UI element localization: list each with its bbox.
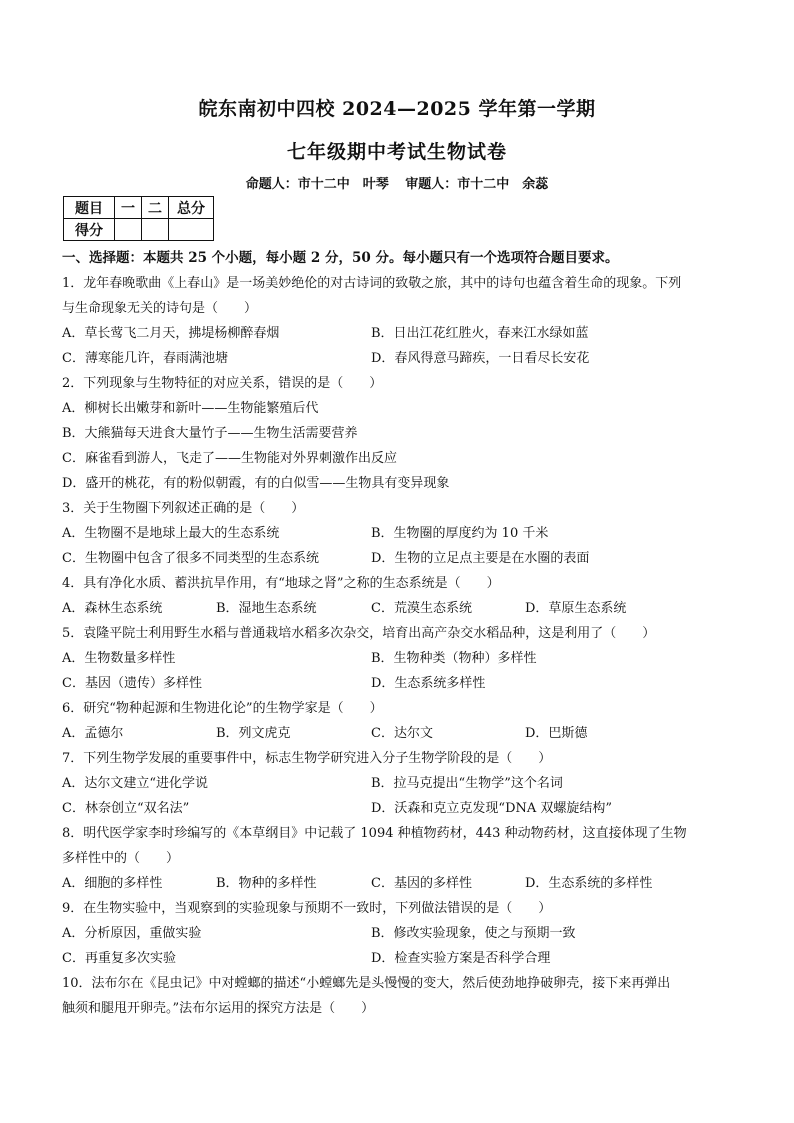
question-10-stem-cont: 触须和腿甩开卵壳。”法布尔运用的探究方法是（ ） [62, 1001, 375, 1016]
q6-option-b[interactable]: B．列文虎克 [216, 726, 291, 741]
score-input-cell[interactable] [115, 219, 142, 241]
q6-option-d[interactable]: D．巴斯德 [525, 726, 588, 741]
question-10-stem: 10．法布尔在《昆虫记》中对螳螂的描述“小螳螂先是头慢慢的变大，然后使劲地挣破卵壳，接下来再弹出 [62, 976, 671, 991]
score-cell: 题目 [64, 197, 115, 219]
q7-option-a[interactable]: A．达尔文建立“进化学说 [62, 776, 209, 791]
q7-option-d[interactable]: D．沃森和克立克发现“DNA 双螺旋结构” [371, 801, 613, 816]
q1-option-c[interactable]: C．薄寒能几许，春雨满池塘 [62, 351, 228, 366]
q1-option-d[interactable]: D．春风得意马蹄疾，一日看尽长安花 [371, 351, 590, 366]
q3-option-d[interactable]: D．生物的立足点主要是在水圈的表面 [371, 551, 590, 566]
exam-subtitle: 七年级期中考试生物试卷 [286, 141, 507, 163]
q9-option-c[interactable]: C．再重复多次实验 [62, 951, 176, 966]
reviewer-label: 审题人：市十二中 余蕊 [405, 177, 549, 192]
q1-option-a[interactable]: A．草长莺飞二月天，拂堤杨柳醉春烟 [62, 326, 280, 341]
q2-option-b[interactable]: B．大熊猫每天进食大量竹子——生物生活需要营养 [62, 426, 358, 441]
q2-option-d[interactable]: D．盛开的桃花，有的粉似朝霞，有的白似雪——生物具有变异现象 [62, 476, 450, 491]
question-1-stem-cont: 与生命现象无关的诗句是（ ） [62, 301, 258, 316]
q9-option-d[interactable]: D．检查实验方案是否科学合理 [371, 951, 551, 966]
q8-option-b[interactable]: B．物种的多样性 [216, 876, 317, 891]
score-table-row [64, 219, 214, 241]
score-input-cell[interactable] [142, 219, 169, 241]
question-6-stem: 6．研究“物种起源和生物进化论”的生物学家是（ ） [62, 701, 383, 716]
q9-option-b[interactable]: B．修改实验现象，使之与预期一致 [371, 926, 576, 941]
score-input-cell[interactable] [169, 219, 214, 241]
q2-option-c[interactable]: C．麻雀看到游人，飞走了——生物能对外界刺激作出反应 [62, 451, 397, 466]
q3-option-c[interactable]: C．生物圈中包含了很多不同类型的生态系统 [62, 551, 319, 566]
q8-option-c[interactable]: C．基因的多样性 [371, 876, 472, 891]
question-8-stem-cont: 多样性中的（ ） [62, 851, 180, 866]
q3-option-b[interactable]: B．生物圈的厚度约为 10 千米 [371, 526, 549, 541]
question-7-stem: 7．下列生物学发展的重要事件中，标志生物学研究进入分子生物学阶段的是（ ） [62, 751, 552, 766]
score-cell: 总分 [169, 197, 214, 219]
question-9-stem: 9．在生物实验中，当观察到的实验现象与预期不一致时，下列做法错误的是（ ） [62, 901, 552, 916]
question-5-stem: 5．袁隆平院士利用野生水稻与普通栽培水稻多次杂交，培育出高产杂交水稻品种，这是利用了（ ） [62, 626, 656, 641]
q4-option-b[interactable]: B．湿地生态系统 [216, 601, 317, 616]
question-2-stem: 2．下列现象与生物特征的对应关系，错误的是（ ） [62, 376, 383, 391]
q5-option-d[interactable]: D．生态系统多样性 [371, 676, 486, 691]
score-cell: 得分 [64, 219, 115, 241]
score-cell: 二 [142, 197, 169, 219]
q9-option-a[interactable]: A．分析原因，重做实验 [62, 926, 202, 941]
q2-option-a[interactable]: A．柳树长出嫩芽和新叶——生物能繁殖后代 [62, 401, 319, 416]
q4-option-c[interactable]: C．荒漠生态系统 [371, 601, 472, 616]
q8-option-d[interactable]: D．生态系统的多样性 [525, 876, 653, 891]
question-8-stem: 8．明代医学家李时珍编写的《本草纲目》中记载了 1094 种植物药材，443 种动物药材，这直接体现了生物 [62, 826, 687, 841]
q7-option-c[interactable]: C．林奈创立“双名法” [62, 801, 190, 816]
q1-option-b[interactable]: B．日出江花红胜火，春来江水绿如蓝 [371, 326, 589, 341]
q6-option-c[interactable]: C．达尔文 [371, 726, 433, 741]
question-4-stem: 4．具有净化水质、蓄洪抗旱作用，有“地球之肾”之称的生态系统是（ ） [62, 576, 500, 591]
setter-label: 命题人：市十二中 叶琴 [245, 177, 389, 192]
q5-option-a[interactable]: A．生物数量多样性 [62, 651, 176, 666]
q8-option-a[interactable]: A．细胞的多样性 [62, 876, 163, 891]
q4-option-a[interactable]: A．森林生态系统 [62, 601, 163, 616]
score-table-row [64, 197, 214, 219]
q7-option-b[interactable]: B．拉马克提出“生物学”这个名词 [371, 776, 563, 791]
q3-option-a[interactable]: A．生物圈不是地球上最大的生态系统 [62, 526, 280, 541]
score-cell: 一 [115, 197, 142, 219]
exam-authors [0, 173, 794, 192]
q6-option-a[interactable]: A．孟德尔 [62, 726, 124, 741]
q5-option-b[interactable]: B．生物种类（物种）多样性 [371, 651, 537, 666]
question-1-stem: 1．龙年春晚歌曲《上春山》是一场美妙绝伦的对古诗词的致敬之旅，其中的诗句也蕴含着生命的现象。下列 [62, 276, 682, 291]
q5-option-c[interactable]: C．基因（遗传）多样性 [62, 676, 202, 691]
section-heading: 一、选择题：本题共 25 个小题，每小题 2 分，50 分。每小题只有一个选项符合题目要求。 [62, 250, 619, 266]
exam-title: 皖东南初中四校 2024—2025 学年第一学期 [198, 98, 596, 120]
q4-option-d[interactable]: D．草原生态系统 [525, 601, 627, 616]
score-table [63, 196, 214, 241]
question-3-stem: 3．关于生物圈下列叙述正确的是（ ） [62, 501, 305, 516]
